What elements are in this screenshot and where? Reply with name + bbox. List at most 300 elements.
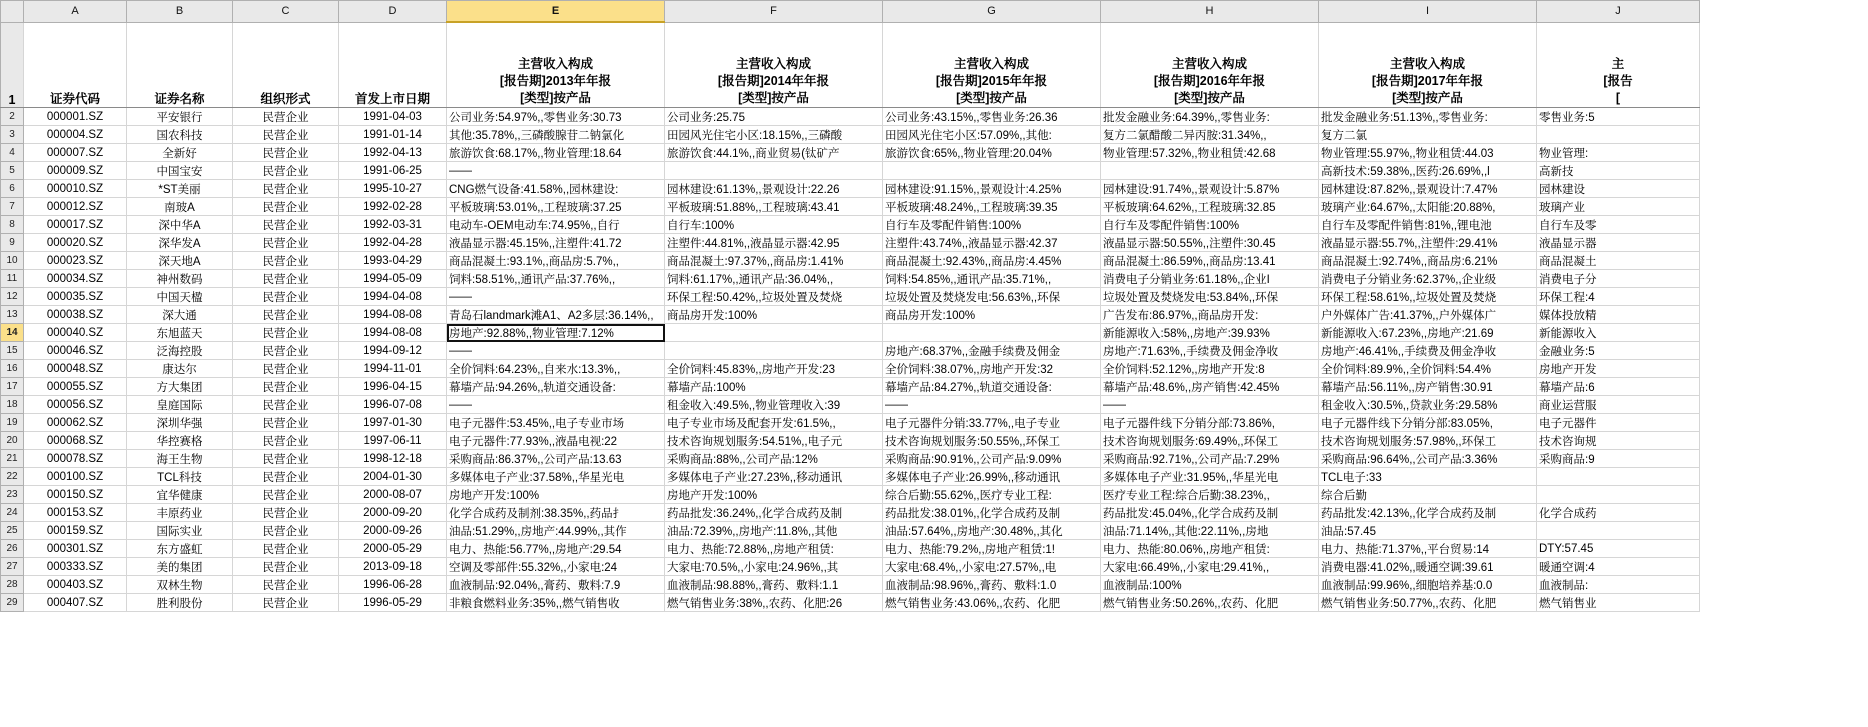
cell-revenue-y2016[interactable]: 药品批发:45.04%,,化学合成药及制 bbox=[1101, 504, 1319, 522]
row-header-7[interactable]: 7 bbox=[1, 198, 24, 216]
cell-revenue-y2013[interactable]: 液晶显示器:45.15%,,注塑件:41.72 bbox=[447, 234, 665, 252]
row-header-21[interactable]: 21 bbox=[1, 450, 24, 468]
table-row[interactable] bbox=[1, 450, 1700, 468]
table-row[interactable] bbox=[1, 342, 1700, 360]
row-header-25[interactable]: 25 bbox=[1, 522, 24, 540]
cell-revenue-y2015[interactable]: 多媒体电子产业:26.99%,,移动通讯 bbox=[883, 468, 1101, 486]
table-row[interactable] bbox=[1, 252, 1700, 270]
cell-revenue-y2017[interactable]: 租金收入:30.5%,,贷款业务:29.58% bbox=[1319, 396, 1537, 414]
cell-ipo-date[interactable]: 2000-08-07 bbox=[339, 486, 447, 504]
cell-code[interactable]: 000012.SZ bbox=[24, 198, 127, 216]
cell-code[interactable]: 000068.SZ bbox=[24, 432, 127, 450]
cell-revenue-y2016[interactable]: 全价饲料:52.12%,,房地产开发:8 bbox=[1101, 360, 1319, 378]
cell-code[interactable]: 000007.SZ bbox=[24, 144, 127, 162]
cell-revenue-y2018[interactable]: 自行车及零 bbox=[1537, 216, 1700, 234]
cell-ipo-date[interactable]: 1994-09-12 bbox=[339, 342, 447, 360]
row-header-15[interactable]: 15 bbox=[1, 342, 24, 360]
cell-revenue-y2015[interactable]: 大家电:68.4%,,小家电:27.57%,,电 bbox=[883, 558, 1101, 576]
cell-revenue-y2016[interactable]: 房地产:71.63%,,手续费及佣金净收 bbox=[1101, 342, 1319, 360]
row-header-19[interactable]: 19 bbox=[1, 414, 24, 432]
row-header-4[interactable]: 4 bbox=[1, 144, 24, 162]
cell-ipo-date[interactable]: 2000-09-26 bbox=[339, 522, 447, 540]
cell-revenue-y2016[interactable]: 自行车及零配件销售:100% bbox=[1101, 216, 1319, 234]
row-header-18[interactable]: 18 bbox=[1, 396, 24, 414]
cell-revenue-y2013[interactable]: 房地产:92.88%,,物业管理:7.12% bbox=[447, 324, 665, 342]
cell-org[interactable]: 民营企业 bbox=[233, 594, 339, 612]
cell-code[interactable]: 000023.SZ bbox=[24, 252, 127, 270]
cell-revenue-y2018[interactable]: 技术咨询规 bbox=[1537, 432, 1700, 450]
row-header-3[interactable]: 3 bbox=[1, 126, 24, 144]
cell-code[interactable]: 000403.SZ bbox=[24, 576, 127, 594]
cell-revenue-y2013[interactable]: 平板玻璃:53.01%,,工程玻璃:37.25 bbox=[447, 198, 665, 216]
cell-revenue-y2015[interactable]: 公司业务:43.15%,,零售业务:26.36 bbox=[883, 108, 1101, 126]
row-header-27[interactable]: 27 bbox=[1, 558, 24, 576]
cell-ipo-date[interactable]: 1996-05-29 bbox=[339, 594, 447, 612]
cell-revenue-y2015[interactable]: 园林建设:91.15%,,景观设计:4.25% bbox=[883, 180, 1101, 198]
cell-revenue-y2018[interactable]: 新能源收入 bbox=[1537, 324, 1700, 342]
cell-revenue-y2018[interactable]: 液晶显示器 bbox=[1537, 234, 1700, 252]
cell-ipo-date[interactable]: 1998-12-18 bbox=[339, 450, 447, 468]
cell-revenue-y2017[interactable]: 电子元器件线下分销分部:83.05%, bbox=[1319, 414, 1537, 432]
cell-revenue-y2018[interactable]: 玻璃产业 bbox=[1537, 198, 1700, 216]
cell-revenue-y2018[interactable]: 金融业务:5 bbox=[1537, 342, 1700, 360]
cell-revenue-y2017[interactable]: 电力、热能:71.37%,,平台贸易:14 bbox=[1319, 540, 1537, 558]
cell-revenue-y2014[interactable]: 全价饲料:45.83%,,房地产开发:23 bbox=[665, 360, 883, 378]
cell-name[interactable]: 国农科技 bbox=[127, 126, 233, 144]
cell-revenue-y2017[interactable]: 复方二氯 bbox=[1319, 126, 1537, 144]
cell-name[interactable]: 康达尔 bbox=[127, 360, 233, 378]
column-header-j[interactable]: J bbox=[1537, 1, 1700, 23]
cell-revenue-y2014[interactable]: 环保工程:50.42%,,垃圾处置及焚烧 bbox=[665, 288, 883, 306]
cell-org[interactable]: 民营企业 bbox=[233, 234, 339, 252]
column-header-a[interactable]: A bbox=[24, 1, 127, 23]
cell-revenue-y2014[interactable]: 电子专业市场及配套开发:61.5%,, bbox=[665, 414, 883, 432]
cell-code[interactable]: 000010.SZ bbox=[24, 180, 127, 198]
cell-name[interactable]: 深大通 bbox=[127, 306, 233, 324]
cell-revenue-y2017[interactable]: 消费电器:41.02%,,暖通空调:39.61 bbox=[1319, 558, 1537, 576]
cell-revenue-y2014[interactable]: 自行车:100% bbox=[665, 216, 883, 234]
cell-revenue-y2017[interactable]: 环保工程:58.61%,,垃圾处置及焚烧 bbox=[1319, 288, 1537, 306]
cell-revenue-y2013[interactable]: 青岛石landmark滩A1、A2多层:36.14%,, bbox=[447, 306, 665, 324]
cell-code[interactable]: 000017.SZ bbox=[24, 216, 127, 234]
row-header-5[interactable]: 5 bbox=[1, 162, 24, 180]
cell-revenue-y2015[interactable]: 血液制品:98.96%,,膏药、敷料:1.0 bbox=[883, 576, 1101, 594]
cell-org[interactable]: 民营企业 bbox=[233, 342, 339, 360]
cell-revenue-y2017[interactable]: 幕墙产品:56.11%,,房产销售:30.91 bbox=[1319, 378, 1537, 396]
cell-revenue-y2013[interactable]: 采购商品:86.37%,,公司产品:13.63 bbox=[447, 450, 665, 468]
cell-revenue-y2014[interactable]: 注塑件:44.81%,,液晶显示器:42.95 bbox=[665, 234, 883, 252]
cell-ipo-date[interactable]: 1992-04-28 bbox=[339, 234, 447, 252]
table-row[interactable] bbox=[1, 288, 1700, 306]
cell-revenue-y2015[interactable]: 平板玻璃:48.24%,,工程玻璃:39.35 bbox=[883, 198, 1101, 216]
cell-revenue-y2017[interactable]: 技术咨询规划服务:57.98%,,环保工 bbox=[1319, 432, 1537, 450]
cell-revenue-y2015[interactable]: 药品批发:38.01%,,化学合成药及制 bbox=[883, 504, 1101, 522]
cell-code[interactable]: 000407.SZ bbox=[24, 594, 127, 612]
row-header-29[interactable]: 29 bbox=[1, 594, 24, 612]
cell-revenue-y2014[interactable] bbox=[665, 162, 883, 180]
cell-org[interactable]: 民营企业 bbox=[233, 324, 339, 342]
cell-revenue-y2014[interactable]: 燃气销售业务:38%,,农药、化肥:26 bbox=[665, 594, 883, 612]
cell-revenue-y2014[interactable]: 房地产开发:100% bbox=[665, 486, 883, 504]
table-row[interactable] bbox=[1, 432, 1700, 450]
cell-revenue-y2018[interactable]: 幕墙产品:6 bbox=[1537, 378, 1700, 396]
cell-revenue-y2018[interactable]: 商品混凝土 bbox=[1537, 252, 1700, 270]
table-row[interactable] bbox=[1, 324, 1700, 342]
cell-revenue-y2018[interactable]: 消费电子分 bbox=[1537, 270, 1700, 288]
cell-revenue-y2016[interactable]: 平板玻璃:64.62%,,工程玻璃:32.85 bbox=[1101, 198, 1319, 216]
cell-revenue-y2013[interactable]: —— bbox=[447, 342, 665, 360]
cell-revenue-y2014[interactable]: 公司业务:25.75 bbox=[665, 108, 883, 126]
row-header-6[interactable]: 6 bbox=[1, 180, 24, 198]
cell-revenue-y2016[interactable]: 商品混凝土:86.59%,,商品房:13.41 bbox=[1101, 252, 1319, 270]
cell-org[interactable]: 民营企业 bbox=[233, 504, 339, 522]
row-header-11[interactable]: 11 bbox=[1, 270, 24, 288]
cell-ipo-date[interactable]: 2013-09-18 bbox=[339, 558, 447, 576]
row-header-16[interactable]: 16 bbox=[1, 360, 24, 378]
cell-ipo-date[interactable]: 1992-04-13 bbox=[339, 144, 447, 162]
cell-org[interactable]: 民营企业 bbox=[233, 522, 339, 540]
cell-revenue-y2017[interactable]: 户外媒体广告:41.37%,,户外媒体广 bbox=[1319, 306, 1537, 324]
cell-revenue-y2017[interactable]: 血液制品:99.96%,,细胞培养基:0.0 bbox=[1319, 576, 1537, 594]
cell-org[interactable]: 民营企业 bbox=[233, 288, 339, 306]
cell-revenue-y2018[interactable]: 房地产开发 bbox=[1537, 360, 1700, 378]
cell-revenue-y2016[interactable]: 物业管理:57.32%,,物业租赁:42.68 bbox=[1101, 144, 1319, 162]
cell-revenue-y2013[interactable]: 非粮食燃料业务:35%,,燃气销售收 bbox=[447, 594, 665, 612]
cell-code[interactable]: 000004.SZ bbox=[24, 126, 127, 144]
cell-name[interactable]: 方大集团 bbox=[127, 378, 233, 396]
cell-org[interactable]: 民营企业 bbox=[233, 432, 339, 450]
row-header-9[interactable]: 9 bbox=[1, 234, 24, 252]
cell-revenue-y2017[interactable]: 消费电子分销业务:62.37%,,企业级 bbox=[1319, 270, 1537, 288]
row-header-17[interactable]: 17 bbox=[1, 378, 24, 396]
cell-ipo-date[interactable]: 1994-11-01 bbox=[339, 360, 447, 378]
cell-revenue-y2014[interactable]: 药品批发:36.24%,,化学合成药及制 bbox=[665, 504, 883, 522]
cell-name[interactable]: 平安银行 bbox=[127, 108, 233, 126]
cell-revenue-y2017[interactable]: 自行车及零配件销售:81%,,锂电池 bbox=[1319, 216, 1537, 234]
row-header-28[interactable]: 28 bbox=[1, 576, 24, 594]
cell-name[interactable]: 华控赛格 bbox=[127, 432, 233, 450]
cell-revenue-y2015[interactable]: 旅游饮食:65%,,物业管理:20.04% bbox=[883, 144, 1101, 162]
cell-org[interactable]: 民营企业 bbox=[233, 486, 339, 504]
cell-ipo-date[interactable]: 1991-01-14 bbox=[339, 126, 447, 144]
table-row[interactable] bbox=[1, 126, 1700, 144]
table-row[interactable] bbox=[1, 396, 1700, 414]
table-row[interactable] bbox=[1, 558, 1700, 576]
cell-revenue-y2017[interactable]: 综合后勤 bbox=[1319, 486, 1537, 504]
row-header-23[interactable]: 23 bbox=[1, 486, 24, 504]
cell-revenue-y2016[interactable]: 大家电:66.49%,,小家电:29.41%,, bbox=[1101, 558, 1319, 576]
cell-revenue-y2013[interactable]: 公司业务:54.97%,,零售业务:30.73 bbox=[447, 108, 665, 126]
cell-revenue-y2015[interactable]: 商品混凝土:92.43%,,商品房:4.45% bbox=[883, 252, 1101, 270]
cell-code[interactable]: 000150.SZ bbox=[24, 486, 127, 504]
cell-code[interactable]: 000048.SZ bbox=[24, 360, 127, 378]
table-row[interactable] bbox=[1, 162, 1700, 180]
cell-ipo-date[interactable]: 2000-05-29 bbox=[339, 540, 447, 558]
cell-name[interactable]: 东旭蓝天 bbox=[127, 324, 233, 342]
cell-ipo-date[interactable]: 1991-06-25 bbox=[339, 162, 447, 180]
cell-revenue-y2017[interactable]: 全价饲料:89.9%,,全价饲料:54.4% bbox=[1319, 360, 1537, 378]
cell-revenue-y2016[interactable]: 多媒体电子产业:31.95%,,华星光电 bbox=[1101, 468, 1319, 486]
cell-revenue-y2013[interactable]: —— bbox=[447, 396, 665, 414]
cell-revenue-y2017[interactable]: 房地产:46.41%,,手续费及佣金净收 bbox=[1319, 342, 1537, 360]
cell-revenue-y2017[interactable]: 批发金融业务:51.13%,,零售业务: bbox=[1319, 108, 1537, 126]
cell-revenue-y2015[interactable]: 电力、热能:79.2%,,房地产租赁:1! bbox=[883, 540, 1101, 558]
table-row[interactable] bbox=[1, 108, 1700, 126]
cell-revenue-y2015[interactable]: 技术咨询规划服务:50.55%,,环保工 bbox=[883, 432, 1101, 450]
cell-name[interactable]: 海王生物 bbox=[127, 450, 233, 468]
cell-name[interactable]: 南玻A bbox=[127, 198, 233, 216]
cell-name[interactable]: 东方盛虹 bbox=[127, 540, 233, 558]
cell-revenue-y2014[interactable]: 田园风光住宅小区:18.15%,,三磷酸 bbox=[665, 126, 883, 144]
cell-revenue-y2015[interactable]: 燃气销售业务:43.06%,,农药、化肥 bbox=[883, 594, 1101, 612]
cell-code[interactable]: 000035.SZ bbox=[24, 288, 127, 306]
cell-revenue-y2014[interactable]: 商品房开发:100% bbox=[665, 306, 883, 324]
table-row[interactable] bbox=[1, 540, 1700, 558]
cell-revenue-y2018[interactable]: DTY:57.45 bbox=[1537, 540, 1700, 558]
cell-revenue-y2013[interactable]: 电动车-OEM电动车:74.95%,,自行 bbox=[447, 216, 665, 234]
cell-revenue-y2015[interactable]: 商品房开发:100% bbox=[883, 306, 1101, 324]
cell-code[interactable]: 000009.SZ bbox=[24, 162, 127, 180]
cell-name[interactable]: TCL科技 bbox=[127, 468, 233, 486]
table-row[interactable] bbox=[1, 144, 1700, 162]
table-row[interactable] bbox=[1, 378, 1700, 396]
cell-revenue-y2015[interactable]: 垃圾处置及焚烧发电:56.63%,,环保 bbox=[883, 288, 1101, 306]
cell-revenue-y2016[interactable]: 园林建设:91.74%,,景观设计:5.87% bbox=[1101, 180, 1319, 198]
table-row[interactable] bbox=[1, 198, 1700, 216]
table-row[interactable] bbox=[1, 234, 1700, 252]
cell-ipo-date[interactable]: 1994-05-09 bbox=[339, 270, 447, 288]
row-header-1[interactable]: 1 bbox=[1, 22, 24, 108]
cell-revenue-y2016[interactable]: 幕墙产品:48.6%,,房产销售:42.45% bbox=[1101, 378, 1319, 396]
cell-revenue-y2017[interactable]: 商品混凝土:92.74%,,商品房:6.21% bbox=[1319, 252, 1537, 270]
row-header-12[interactable]: 12 bbox=[1, 288, 24, 306]
cell-revenue-y2015[interactable]: 幕墙产品:84.27%,,轨道交通设备: bbox=[883, 378, 1101, 396]
cell-revenue-y2017[interactable]: 液晶显示器:55.7%,,注塑件:29.41% bbox=[1319, 234, 1537, 252]
cell-name[interactable]: 神州数码 bbox=[127, 270, 233, 288]
cell-ipo-date[interactable]: 1994-08-08 bbox=[339, 324, 447, 342]
cell-revenue-y2018[interactable]: 电子元器件 bbox=[1537, 414, 1700, 432]
cell-code[interactable]: 000046.SZ bbox=[24, 342, 127, 360]
cell-revenue-y2018[interactable] bbox=[1537, 486, 1700, 504]
cell-revenue-y2017[interactable]: 油品:57.45 bbox=[1319, 522, 1537, 540]
row-header-2[interactable]: 2 bbox=[1, 108, 24, 126]
cell-org[interactable]: 民营企业 bbox=[233, 144, 339, 162]
cell-revenue-y2015[interactable]: 饲料:54.85%,,通讯产品:35.71%,, bbox=[883, 270, 1101, 288]
cell-revenue-y2015[interactable] bbox=[883, 324, 1101, 342]
cell-name[interactable]: 宜华健康 bbox=[127, 486, 233, 504]
cell-ipo-date[interactable]: 1995-10-27 bbox=[339, 180, 447, 198]
cell-revenue-y2017[interactable]: 玻璃产业:64.67%,,太阳能:20.88%, bbox=[1319, 198, 1537, 216]
cell-code[interactable]: 000034.SZ bbox=[24, 270, 127, 288]
column-header-d[interactable]: D bbox=[339, 1, 447, 23]
cell-name[interactable]: 国际实业 bbox=[127, 522, 233, 540]
column-header-g[interactable]: G bbox=[883, 1, 1101, 23]
cell-revenue-y2016[interactable]: 复方二氯醋酸二异丙胺:31.34%,, bbox=[1101, 126, 1319, 144]
cell-org[interactable]: 民营企业 bbox=[233, 576, 339, 594]
cell-revenue-y2014[interactable]: 血液制品:98.88%,,膏药、敷料:1.1 bbox=[665, 576, 883, 594]
cell-revenue-y2013[interactable]: —— bbox=[447, 162, 665, 180]
cell-org[interactable]: 民营企业 bbox=[233, 216, 339, 234]
cell-ipo-date[interactable]: 1996-07-08 bbox=[339, 396, 447, 414]
cell-revenue-y2016[interactable]: 技术咨询规划服务:69.49%,,环保工 bbox=[1101, 432, 1319, 450]
cell-org[interactable]: 民营企业 bbox=[233, 126, 339, 144]
cell-revenue-y2013[interactable]: 电子元器件:53.45%,,电子专业市场 bbox=[447, 414, 665, 432]
cell-revenue-y2018[interactable]: 采购商品:9 bbox=[1537, 450, 1700, 468]
cell-revenue-y2018[interactable] bbox=[1537, 522, 1700, 540]
cell-name[interactable]: 丰原药业 bbox=[127, 504, 233, 522]
cell-ipo-date[interactable]: 2000-09-20 bbox=[339, 504, 447, 522]
cell-revenue-y2013[interactable]: 电子元器件:77.93%,,液晶电视:22 bbox=[447, 432, 665, 450]
cell-name[interactable]: 深中华A bbox=[127, 216, 233, 234]
row-header-8[interactable]: 8 bbox=[1, 216, 24, 234]
cell-revenue-y2013[interactable]: 幕墙产品:94.26%,,轨道交通设备: bbox=[447, 378, 665, 396]
column-header-h[interactable]: H bbox=[1101, 1, 1319, 23]
cell-revenue-y2017[interactable]: 采购商品:96.64%,,公司产品:3.36% bbox=[1319, 450, 1537, 468]
cell-revenue-y2015[interactable] bbox=[883, 162, 1101, 180]
cell-code[interactable]: 000038.SZ bbox=[24, 306, 127, 324]
cell-revenue-y2017[interactable]: 物业管理:55.97%,,物业租赁:44.03 bbox=[1319, 144, 1537, 162]
table-row[interactable] bbox=[1, 594, 1700, 612]
cell-revenue-y2018[interactable]: 环保工程:4 bbox=[1537, 288, 1700, 306]
cell-revenue-y2015[interactable]: 房地产:68.37%,,金融手续费及佣金 bbox=[883, 342, 1101, 360]
column-header-b[interactable]: B bbox=[127, 1, 233, 23]
row-header-22[interactable]: 22 bbox=[1, 468, 24, 486]
cell-code[interactable]: 000040.SZ bbox=[24, 324, 127, 342]
cell-revenue-y2013[interactable]: CNG燃气设备:41.58%,,园林建设: bbox=[447, 180, 665, 198]
cell-ipo-date[interactable]: 1991-04-03 bbox=[339, 108, 447, 126]
cell-org[interactable]: 民营企业 bbox=[233, 378, 339, 396]
cell-name[interactable]: 全新好 bbox=[127, 144, 233, 162]
table-row[interactable] bbox=[1, 486, 1700, 504]
table-row[interactable] bbox=[1, 270, 1700, 288]
cell-org[interactable]: 民营企业 bbox=[233, 252, 339, 270]
cell-code[interactable]: 000153.SZ bbox=[24, 504, 127, 522]
cell-revenue-y2014[interactable]: 旅游饮食:44.1%,,商业贸易(钛矿产 bbox=[665, 144, 883, 162]
cell-name[interactable]: 深天地A bbox=[127, 252, 233, 270]
cell-org[interactable]: 民营企业 bbox=[233, 450, 339, 468]
cell-revenue-y2014[interactable] bbox=[665, 342, 883, 360]
cell-revenue-y2014[interactable]: 饲料:61.17%,,通讯产品:36.04%,, bbox=[665, 270, 883, 288]
cell-revenue-y2013[interactable]: 饲料:58.51%,,通讯产品:37.76%,, bbox=[447, 270, 665, 288]
cell-revenue-y2016[interactable]: 新能源收入:58%,,房地产:39.93% bbox=[1101, 324, 1319, 342]
cell-revenue-y2016[interactable] bbox=[1101, 162, 1319, 180]
column-header-c[interactable]: C bbox=[233, 1, 339, 23]
cell-revenue-y2017[interactable]: TCL电子:33 bbox=[1319, 468, 1537, 486]
cell-revenue-y2016[interactable]: 批发金融业务:64.39%,,零售业务: bbox=[1101, 108, 1319, 126]
cell-revenue-y2018[interactable]: 零售业务:5 bbox=[1537, 108, 1700, 126]
row-header-24[interactable]: 24 bbox=[1, 504, 24, 522]
cell-ipo-date[interactable]: 1992-03-31 bbox=[339, 216, 447, 234]
cell-revenue-y2017[interactable]: 园林建设:87.82%,,景观设计:7.47% bbox=[1319, 180, 1537, 198]
row-header-13[interactable]: 13 bbox=[1, 306, 24, 324]
cell-org[interactable]: 民营企业 bbox=[233, 396, 339, 414]
cell-revenue-y2018[interactable] bbox=[1537, 468, 1700, 486]
cell-revenue-y2014[interactable]: 租金收入:49.5%,,物业管理收入:39 bbox=[665, 396, 883, 414]
cell-revenue-y2016[interactable]: —— bbox=[1101, 396, 1319, 414]
cell-revenue-y2014[interactable]: 采购商品:88%,,公司产品:12% bbox=[665, 450, 883, 468]
cell-org[interactable]: 民营企业 bbox=[233, 558, 339, 576]
column-header-row[interactable] bbox=[1, 1, 1700, 23]
column-header-f[interactable]: F bbox=[665, 1, 883, 23]
cell-revenue-y2016[interactable]: 电力、热能:80.06%,,房地产租赁: bbox=[1101, 540, 1319, 558]
cell-revenue-y2013[interactable]: 空调及零部件:55.32%,,小家电:24 bbox=[447, 558, 665, 576]
cell-org[interactable]: 民营企业 bbox=[233, 198, 339, 216]
cell-code[interactable]: 000062.SZ bbox=[24, 414, 127, 432]
table-row[interactable] bbox=[1, 180, 1700, 198]
cell-revenue-y2014[interactable]: 商品混凝土:97.37%,,商品房:1.41% bbox=[665, 252, 883, 270]
cell-revenue-y2015[interactable]: 油品:57.64%,,房地产:30.48%,,其化 bbox=[883, 522, 1101, 540]
cell-name[interactable]: 胜利股份 bbox=[127, 594, 233, 612]
cell-org[interactable]: 民营企业 bbox=[233, 162, 339, 180]
table-row[interactable] bbox=[1, 504, 1700, 522]
cell-revenue-y2015[interactable]: —— bbox=[883, 396, 1101, 414]
cell-revenue-y2015[interactable]: 电子元器件分销:33.77%,,电子专业 bbox=[883, 414, 1101, 432]
cell-revenue-y2013[interactable]: —— bbox=[447, 288, 665, 306]
cell-revenue-y2015[interactable]: 自行车及零配件销售:100% bbox=[883, 216, 1101, 234]
cell-code[interactable]: 000056.SZ bbox=[24, 396, 127, 414]
column-header-e[interactable]: E bbox=[447, 1, 665, 23]
cell-ipo-date[interactable]: 1994-08-08 bbox=[339, 306, 447, 324]
cell-ipo-date[interactable]: 1996-06-28 bbox=[339, 576, 447, 594]
cell-revenue-y2015[interactable]: 注塑件:43.74%,,液晶显示器:42.37 bbox=[883, 234, 1101, 252]
cell-revenue-y2016[interactable]: 燃气销售业务:50.26%,,农药、化肥 bbox=[1101, 594, 1319, 612]
cell-revenue-y2017[interactable]: 药品批发:42.13%,,化学合成药及制 bbox=[1319, 504, 1537, 522]
cell-ipo-date[interactable]: 1994-04-08 bbox=[339, 288, 447, 306]
cell-revenue-y2016[interactable]: 广告发布:86.97%,,商品房开发: bbox=[1101, 306, 1319, 324]
cell-name[interactable]: 皇庭国际 bbox=[127, 396, 233, 414]
column-header-i[interactable]: I bbox=[1319, 1, 1537, 23]
cell-revenue-y2018[interactable]: 高新技 bbox=[1537, 162, 1700, 180]
cell-revenue-y2018[interactable]: 燃气销售业 bbox=[1537, 594, 1700, 612]
table-row[interactable] bbox=[1, 306, 1700, 324]
cell-revenue-y2013[interactable]: 旅游饮食:68.17%,,物业管理:18.64 bbox=[447, 144, 665, 162]
cell-revenue-y2015[interactable]: 田园风光住宅小区:57.09%,,其他: bbox=[883, 126, 1101, 144]
cell-revenue-y2018[interactable] bbox=[1537, 126, 1700, 144]
cell-name[interactable]: 深华发A bbox=[127, 234, 233, 252]
cell-name[interactable]: 泛海控股 bbox=[127, 342, 233, 360]
table-row[interactable] bbox=[1, 522, 1700, 540]
cell-org[interactable]: 民营企业 bbox=[233, 468, 339, 486]
cell-revenue-y2014[interactable]: 园林建设:61.13%,,景观设计:22.26 bbox=[665, 180, 883, 198]
cell-name[interactable]: 美的集团 bbox=[127, 558, 233, 576]
cell-revenue-y2014[interactable]: 幕墙产品:100% bbox=[665, 378, 883, 396]
row-header-20[interactable]: 20 bbox=[1, 432, 24, 450]
cell-revenue-y2018[interactable]: 化学合成药 bbox=[1537, 504, 1700, 522]
cell-revenue-y2014[interactable]: 电力、热能:72.88%,,房地产租赁: bbox=[665, 540, 883, 558]
cell-ipo-date[interactable]: 1992-02-28 bbox=[339, 198, 447, 216]
cell-revenue-y2018[interactable]: 园林建设 bbox=[1537, 180, 1700, 198]
cell-org[interactable]: 民营企业 bbox=[233, 360, 339, 378]
cell-ipo-date[interactable]: 1996-04-15 bbox=[339, 378, 447, 396]
cell-ipo-date[interactable]: 2004-01-30 bbox=[339, 468, 447, 486]
cell-org[interactable]: 民营企业 bbox=[233, 306, 339, 324]
cell-revenue-y2013[interactable]: 房地产开发:100% bbox=[447, 486, 665, 504]
table-row[interactable] bbox=[1, 360, 1700, 378]
cell-revenue-y2016[interactable]: 医疗专业工程:综合后勤:38.23%,, bbox=[1101, 486, 1319, 504]
cell-revenue-y2015[interactable]: 综合后勤:55.62%,,医疗专业工程: bbox=[883, 486, 1101, 504]
cell-code[interactable]: 000333.SZ bbox=[24, 558, 127, 576]
cell-revenue-y2016[interactable]: 垃圾处置及焚烧发电:53.84%,,环保 bbox=[1101, 288, 1319, 306]
cell-org[interactable]: 民营企业 bbox=[233, 270, 339, 288]
cell-revenue-y2016[interactable]: 血液制品:100% bbox=[1101, 576, 1319, 594]
cell-org[interactable]: 民营企业 bbox=[233, 414, 339, 432]
cell-revenue-y2017[interactable]: 燃气销售业务:50.77%,,农药、化肥 bbox=[1319, 594, 1537, 612]
cell-revenue-y2014[interactable]: 多媒体电子产业:27.23%,,移动通讯 bbox=[665, 468, 883, 486]
cell-revenue-y2014[interactable]: 技术咨询规划服务:54.51%,,电子元 bbox=[665, 432, 883, 450]
cell-code[interactable]: 000301.SZ bbox=[24, 540, 127, 558]
cell-revenue-y2017[interactable]: 高新技术:59.38%,,医药:26.69%,,l bbox=[1319, 162, 1537, 180]
cell-revenue-y2018[interactable]: 血液制品: bbox=[1537, 576, 1700, 594]
